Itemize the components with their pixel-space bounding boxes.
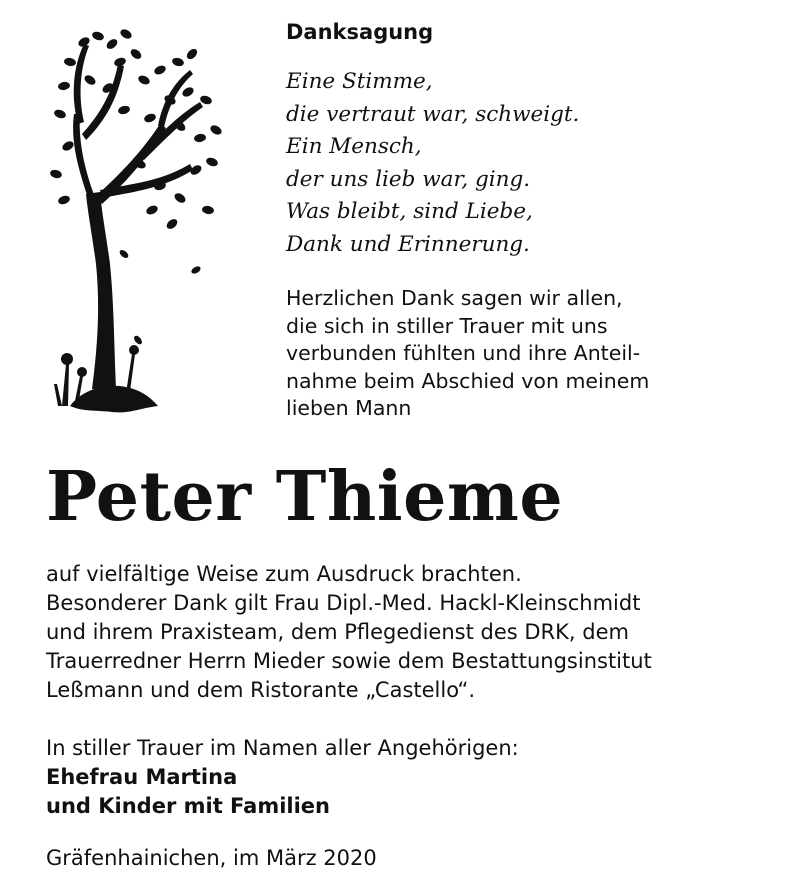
thanks-line: verbunden fühlten und ihre Anteil- — [286, 341, 641, 365]
body-line: Besonderer Dank gilt Frau Dipl.-Med. Hackl-Kleinschmidt — [46, 591, 641, 615]
poem-line: Eine Stimme, — [286, 69, 433, 94]
signature-spouse: Ehefrau Martina — [46, 765, 238, 789]
poem — [286, 66, 579, 261]
poem-line: der uns lieb war, ging. — [286, 166, 531, 192]
thanks-line: lieben Mann — [286, 396, 412, 420]
poem-line: die vertraut war, schweigt. — [286, 101, 580, 127]
tree-icon — [40, 14, 230, 454]
signature-family: und Kinder mit Familien — [46, 794, 330, 818]
body-paragraph — [46, 560, 652, 705]
signature-block — [46, 734, 519, 821]
poem-line: Was bleibt, sind Liebe, — [286, 199, 533, 224]
body-line: Trauerredner Herrn Mieder sowie dem Bestattungsinstitut — [46, 649, 652, 673]
deceased-name: Peter Thieme — [46, 457, 564, 537]
thanks-paragraph — [286, 285, 649, 423]
heading-danksagung: Danksagung — [286, 20, 434, 44]
body-line: Leßmann und dem Ristorante „Castello“. — [46, 678, 476, 702]
thanks-line: die sich in stiller Trauer mit uns — [286, 313, 608, 338]
poem-line: Ein Mensch, — [286, 134, 422, 159]
thanks-line: Herzlichen Dank sagen wir allen, — [286, 286, 623, 310]
body-line: und ihrem Praxisteam, dem Pflegedienst des DRK, dem — [46, 620, 629, 644]
thanks-line: nahme beim Abschied von meinem — [286, 368, 650, 393]
body-line: auf vielfältige Weise zum Ausdruck brachten. — [46, 562, 522, 586]
signature-intro: In stiller Trauer im Namen aller Angehörigen: — [46, 736, 519, 760]
place-date: Gräfenhainichen, im März 2020 — [46, 846, 377, 870]
poem-line: Dank und Erinnerung. — [286, 231, 530, 257]
